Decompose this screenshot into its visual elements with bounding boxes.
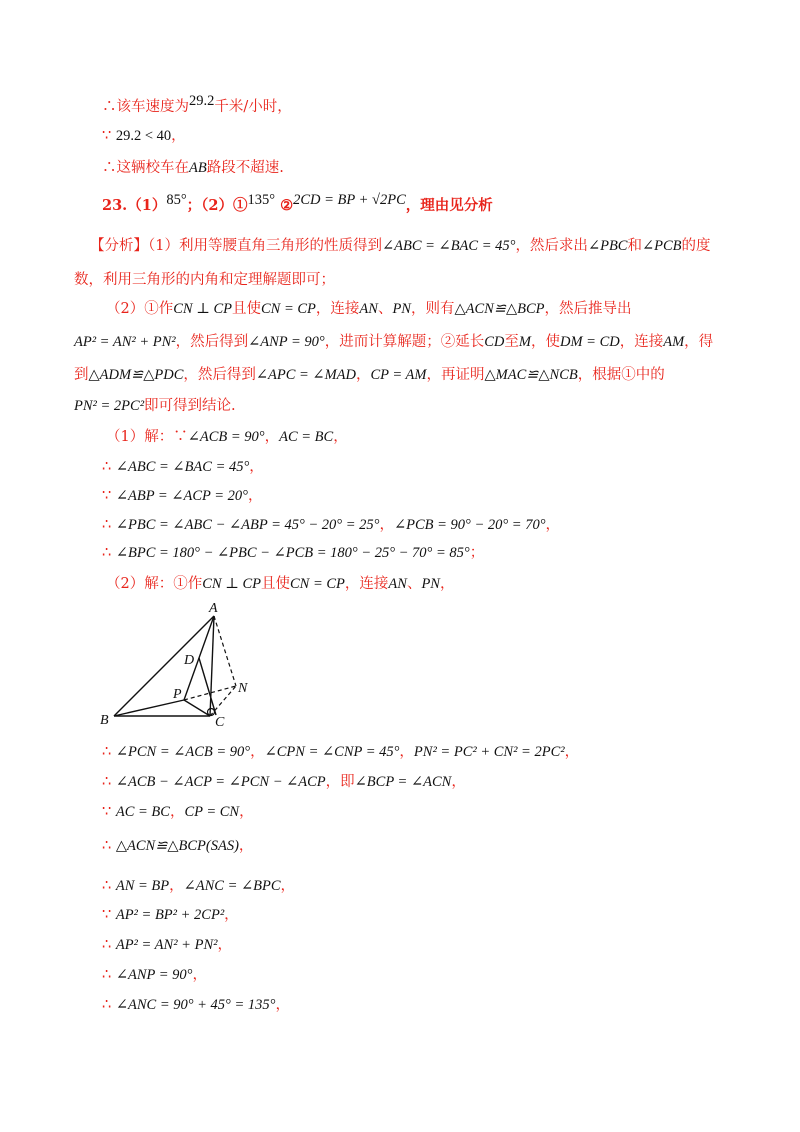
text: ∵ bbox=[102, 128, 116, 144]
math: ∠ABP = ∠ACP = 20° bbox=[115, 488, 248, 504]
math: AM bbox=[663, 334, 685, 350]
text: ∴该车速度为 bbox=[102, 99, 189, 115]
text: ； bbox=[469, 545, 485, 561]
math: AN = BP bbox=[115, 878, 170, 894]
segment-pc bbox=[184, 700, 210, 716]
text: ∵ bbox=[102, 907, 116, 923]
text: ，得 bbox=[684, 334, 714, 350]
math: ∠PCN = ∠ACB = 90° bbox=[115, 744, 251, 760]
text: ， bbox=[192, 967, 207, 983]
math: 85° bbox=[166, 192, 187, 208]
text: ，然后得到 bbox=[175, 334, 249, 350]
math: ∠ABC = ∠BAC = 45° bbox=[381, 238, 516, 254]
text: ，使 bbox=[530, 334, 560, 350]
text: ， bbox=[264, 429, 280, 445]
text: 【分析】（1）利用等腰直角三角形的性质得到 bbox=[90, 238, 382, 254]
text: 且使 bbox=[232, 301, 261, 317]
text: （1）解：∵ bbox=[106, 429, 188, 445]
math: AC = BC bbox=[115, 804, 170, 820]
text: ，理由见分析 bbox=[405, 197, 493, 214]
text: ；（2）① bbox=[186, 197, 248, 214]
text-line bbox=[74, 365, 665, 385]
text: ，根据①中的 bbox=[577, 367, 665, 383]
segment-bp bbox=[114, 700, 184, 716]
text-line bbox=[102, 742, 579, 762]
math: ∠ABC = ∠BAC = 45° bbox=[115, 459, 250, 475]
text: ， bbox=[250, 744, 265, 760]
text: ， bbox=[333, 429, 348, 445]
text-line bbox=[106, 574, 454, 594]
math: ∠BPC = 180° − ∠PBC − ∠PCB = 180° − 25° − 70° = 85° bbox=[115, 545, 470, 561]
text: 即可得到结论. bbox=[144, 398, 236, 414]
math: CN ⊥ CP bbox=[173, 301, 232, 317]
text: ∴ bbox=[102, 838, 116, 854]
label-c: C bbox=[215, 715, 225, 728]
math: ∠PBC = ∠ABC − ∠ABP = 45° − 20° = 25° bbox=[115, 517, 380, 533]
text: ，然后求出 bbox=[515, 238, 588, 254]
answer-line bbox=[102, 192, 493, 216]
math: CN = CP bbox=[290, 576, 345, 592]
text: ∵ bbox=[102, 804, 116, 820]
text: ② bbox=[275, 197, 294, 214]
math: 29.2 bbox=[189, 93, 215, 109]
segment-dc bbox=[199, 658, 216, 715]
text: 23.（1） bbox=[102, 197, 167, 214]
segment-ab bbox=[114, 616, 214, 716]
text-line bbox=[102, 457, 264, 477]
math: PN bbox=[392, 301, 411, 317]
text-line bbox=[102, 935, 232, 955]
math: 29.2 < 40 bbox=[115, 128, 172, 144]
text: ， bbox=[451, 774, 466, 790]
text-line bbox=[74, 332, 713, 352]
text: ， bbox=[280, 878, 296, 894]
text: ∴这辆校车在 bbox=[102, 160, 189, 176]
math: CN = CP bbox=[261, 301, 316, 317]
geometry-diagram bbox=[98, 600, 258, 728]
text: ∴ bbox=[102, 967, 116, 983]
text: ，即 bbox=[325, 774, 355, 790]
text: ， bbox=[249, 459, 264, 475]
text: 数，利用三角形的内角和定理解题即可； bbox=[74, 272, 335, 288]
math: ∠APC = ∠MAD bbox=[255, 367, 356, 383]
text: ， bbox=[169, 804, 185, 820]
math: ∠ANP = 90° bbox=[115, 967, 193, 983]
text: （2）①作 bbox=[106, 301, 174, 317]
label-d: D bbox=[184, 653, 195, 668]
text: ，则有 bbox=[410, 301, 455, 317]
math: 135° bbox=[247, 192, 276, 208]
text-line bbox=[102, 158, 284, 178]
text: ， bbox=[275, 997, 290, 1013]
math: AP² = BP² + 2CP² bbox=[115, 907, 225, 923]
text: 千米/小时， bbox=[214, 99, 292, 115]
text: ∴ bbox=[102, 459, 116, 475]
text: ∴ bbox=[102, 774, 116, 790]
text: ， bbox=[379, 517, 394, 533]
text: ∴ bbox=[102, 937, 116, 953]
math: AC = BC bbox=[279, 429, 334, 445]
text: ， bbox=[439, 576, 455, 592]
text: （2）解：①作 bbox=[106, 576, 203, 592]
text: 的度 bbox=[681, 238, 711, 254]
text-line bbox=[102, 836, 253, 856]
text-line bbox=[102, 995, 290, 1015]
math: △ADM≌△PDC bbox=[88, 367, 184, 383]
text: ，连接 bbox=[344, 576, 389, 592]
math: ∠ANC = ∠BPC bbox=[183, 878, 281, 894]
math: ∠ACB − ∠ACP = ∠PCN − ∠ACP bbox=[115, 774, 326, 790]
text-line bbox=[102, 772, 466, 792]
text: ， bbox=[399, 744, 414, 760]
text-line bbox=[106, 427, 348, 447]
math: AN bbox=[359, 301, 378, 317]
math: ∠ACB = 90° bbox=[187, 429, 265, 445]
text: ， bbox=[171, 128, 186, 144]
math: CP = CN bbox=[184, 804, 240, 820]
text: ， bbox=[238, 838, 254, 854]
text: ， bbox=[247, 488, 263, 504]
math: DM = CD bbox=[559, 334, 620, 350]
text: 和 bbox=[627, 238, 642, 254]
text: 、 bbox=[406, 576, 422, 592]
math: PN bbox=[421, 576, 440, 592]
text-line bbox=[102, 876, 295, 896]
text-line bbox=[102, 965, 207, 985]
text: ∴ bbox=[102, 545, 116, 561]
text: ，再证明 bbox=[426, 367, 485, 383]
math: ∠CPN = ∠CNP = 45° bbox=[264, 744, 400, 760]
math: CN ⊥ CP bbox=[202, 576, 261, 592]
label-b: B bbox=[100, 713, 109, 728]
text: ， bbox=[224, 907, 239, 923]
math: CP = AM bbox=[370, 367, 427, 383]
analysis-line bbox=[90, 236, 711, 256]
text-line bbox=[102, 126, 186, 146]
text: ，然后得到 bbox=[183, 367, 256, 383]
math: AP² = AN² + PN² bbox=[115, 937, 218, 953]
segment-an bbox=[214, 616, 236, 686]
math: △ACN≌△BCP(SAS) bbox=[115, 838, 239, 854]
text: 、 bbox=[377, 301, 393, 317]
text-line bbox=[74, 270, 335, 290]
text-line bbox=[102, 93, 292, 117]
math: AN bbox=[388, 576, 407, 592]
text: ，进而计算解题；②延长 bbox=[324, 334, 485, 350]
math: 2CD = BP + √2PC bbox=[293, 192, 406, 208]
math: M bbox=[518, 334, 531, 350]
text: ∴ bbox=[102, 878, 116, 894]
label-a: A bbox=[209, 601, 218, 616]
math: ∠PCB bbox=[641, 238, 682, 254]
text: ∴ bbox=[102, 997, 116, 1013]
text: ， bbox=[169, 878, 184, 894]
math: AP² = AN² + PN² bbox=[74, 334, 176, 350]
math: PN² = PC² + CN² = 2PC² bbox=[413, 744, 565, 760]
text: ， bbox=[217, 937, 232, 953]
text-line bbox=[102, 543, 484, 563]
text: 路段不超速. bbox=[206, 160, 284, 176]
math: PN² = 2PC² bbox=[74, 398, 145, 414]
text: ，连接 bbox=[315, 301, 360, 317]
text: ∴ bbox=[102, 744, 116, 760]
text: ∴ bbox=[102, 517, 116, 533]
text: 到 bbox=[74, 367, 89, 383]
math: ∠PCB = 90° − 20° = 70° bbox=[393, 517, 546, 533]
text: ， bbox=[564, 744, 580, 760]
label-p: P bbox=[173, 687, 182, 702]
text: ， bbox=[356, 367, 371, 383]
text-line bbox=[106, 299, 632, 319]
text: ， bbox=[545, 517, 560, 533]
math: ∠PBC bbox=[587, 238, 628, 254]
text: ，然后推导出 bbox=[544, 301, 632, 317]
text-line bbox=[74, 396, 236, 416]
text-line bbox=[102, 515, 560, 535]
text: ， bbox=[239, 804, 254, 820]
text: 且使 bbox=[261, 576, 290, 592]
text-line bbox=[102, 905, 239, 925]
math: △ACN≌△BCP bbox=[454, 301, 545, 317]
text: 至 bbox=[504, 334, 519, 350]
text-line bbox=[102, 802, 254, 822]
text: ∵ bbox=[102, 488, 116, 504]
math: ∠BCP = ∠ACN bbox=[354, 774, 452, 790]
math: △MAC≌△NCB bbox=[484, 367, 578, 383]
math: ∠ANP = 90° bbox=[248, 334, 325, 350]
label-n: N bbox=[238, 681, 248, 696]
text-line bbox=[102, 486, 262, 506]
math: AB bbox=[189, 160, 207, 176]
text: ，连接 bbox=[619, 334, 664, 350]
math: ∠ANC = 90° + 45° = 135° bbox=[115, 997, 276, 1013]
math: CD bbox=[484, 334, 505, 350]
